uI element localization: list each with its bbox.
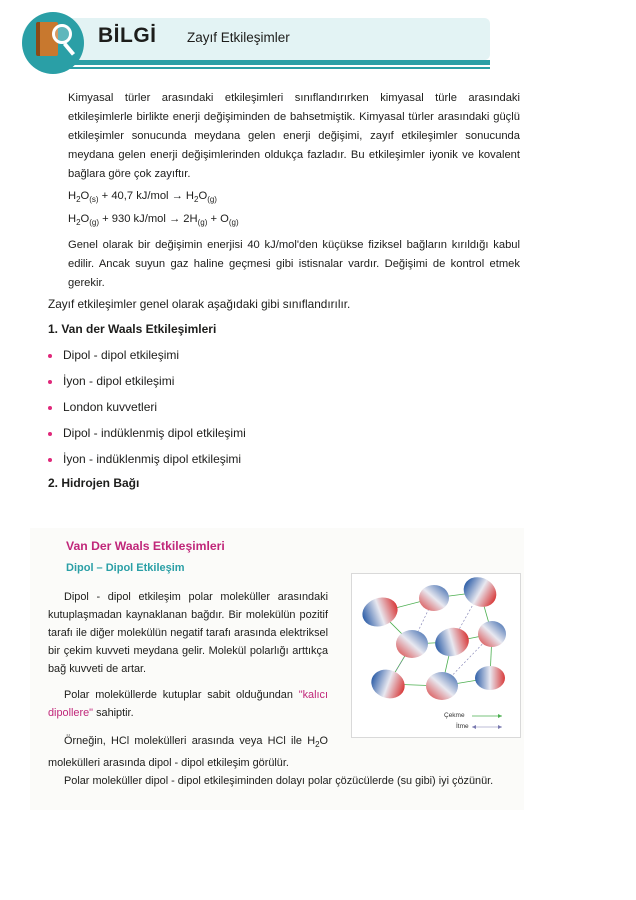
solubility-paragraph: Polar moleküller dipol - dipol etkileşiminden dolayı polar çözücülerde (su gibi) iyi çözünür. <box>64 775 494 787</box>
section-subtitle: Dipol – Dipol Etkileşim <box>66 562 185 574</box>
molecules <box>358 574 506 703</box>
list-item: İyon - dipol etkileşimi <box>48 374 174 388</box>
header-banner <box>22 8 492 74</box>
figure-legend <box>472 714 502 729</box>
list-item: Dipol - dipol etkileşimi <box>48 348 179 362</box>
header-label: BİLGİ <box>98 24 157 47</box>
highlight-term: "kalıcı dipollere" <box>48 689 329 719</box>
bullet-dot <box>48 380 52 384</box>
banner-stripe <box>62 60 490 65</box>
bullet-dot <box>48 432 52 436</box>
bullet-dot <box>48 354 52 358</box>
bullet-dot <box>48 406 52 410</box>
legend-repel-label: İtme <box>456 723 469 730</box>
banner-stripe-thin <box>62 67 490 69</box>
classification-lead: Zayıf etkileşimler genel olarak aşağıdaki gibi sınıflandırılır. <box>48 297 351 311</box>
equation-1: $H_2O_{(s)} + 40,7$ $kJ/mol \to H_2O_{(g)}$ <box>68 190 217 204</box>
example-paragraph: Örneğin, HCl molekülleri arasında veya HCl ile $H_2O$ molekülleri arasında dipol - dipol etkileşim görülür. <box>48 735 328 769</box>
equation-2: $H_2O_{(g)} + 930$ $kJ/mol \to 2H_{(g)} + O_{(g)}$ <box>68 213 239 227</box>
energy-note-paragraph: Genel olarak bir değişimin enerjisi 40 kJ/mol'den küçükse fiziksel bağların kırıldığı kabul edilir. Ancak suyun gaz haline geçmesi gibi istisnalar vardır. Değişimi de kontrol etmek gerekir. <box>68 239 520 289</box>
section-title: Van Der Waals Etkileşimleri <box>66 539 225 553</box>
list-item-hydrogen-bond: 2. Hidrojen Bağı <box>48 476 140 490</box>
list-item-van-der-waals: 1. Van der Waals Etkileşimleri <box>48 322 217 336</box>
intro-paragraph: Kimyasal türler arasındaki etkileşimleri sınıflandırırken kimyasal türle arasındaki etkileşimlerle birlikte enerji değişiminden de bahsetmiştik. Kimyasal türler arasındaki güçlü etkileşimler sonucunda meydana gelen enerji değişimi, zayıf etkileşimler sonucunda meydana gelen enerji değişimlerinden oldukça fazladır. Bu etkileşimler iyonik ve kovalent bağlara göre çok zayıftır. <box>68 92 520 180</box>
magnifier-icon <box>52 24 72 44</box>
info-badge <box>22 12 84 74</box>
list-item: Dipol - indüklenmiş dipol etkileşimi <box>48 426 246 440</box>
legend-attract-label: Çekme <box>444 712 465 719</box>
page-title: Zayıf Etkileşimler <box>187 30 290 45</box>
list-item: London kuvvetleri <box>48 400 157 414</box>
list-item: İyon - indüklenmiş dipol etkileşimi <box>48 452 241 466</box>
permanent-dipole-paragraph: Polar moleküllerde kutuplar sabit olduğundan "kalıcı dipollere" sahiptir. <box>48 689 329 719</box>
dipole-definition-paragraph: Dipol - dipol etkileşim polar moleküller arasındaki kutuplaşmadan kaynaklanan bağdır. Bir molekülün pozitif tarafı ile diğer molekülün negatif tarafı arasında elektriksel bir çekim kuvveti meydana gelir. Molekül polarlığı arttıkça bağ kuvveti de artar. <box>48 591 328 675</box>
bullet-dot <box>48 458 52 462</box>
magnifier-handle <box>63 42 75 55</box>
dipole-diagram <box>352 574 522 739</box>
dipole-interaction-figure <box>351 573 521 738</box>
